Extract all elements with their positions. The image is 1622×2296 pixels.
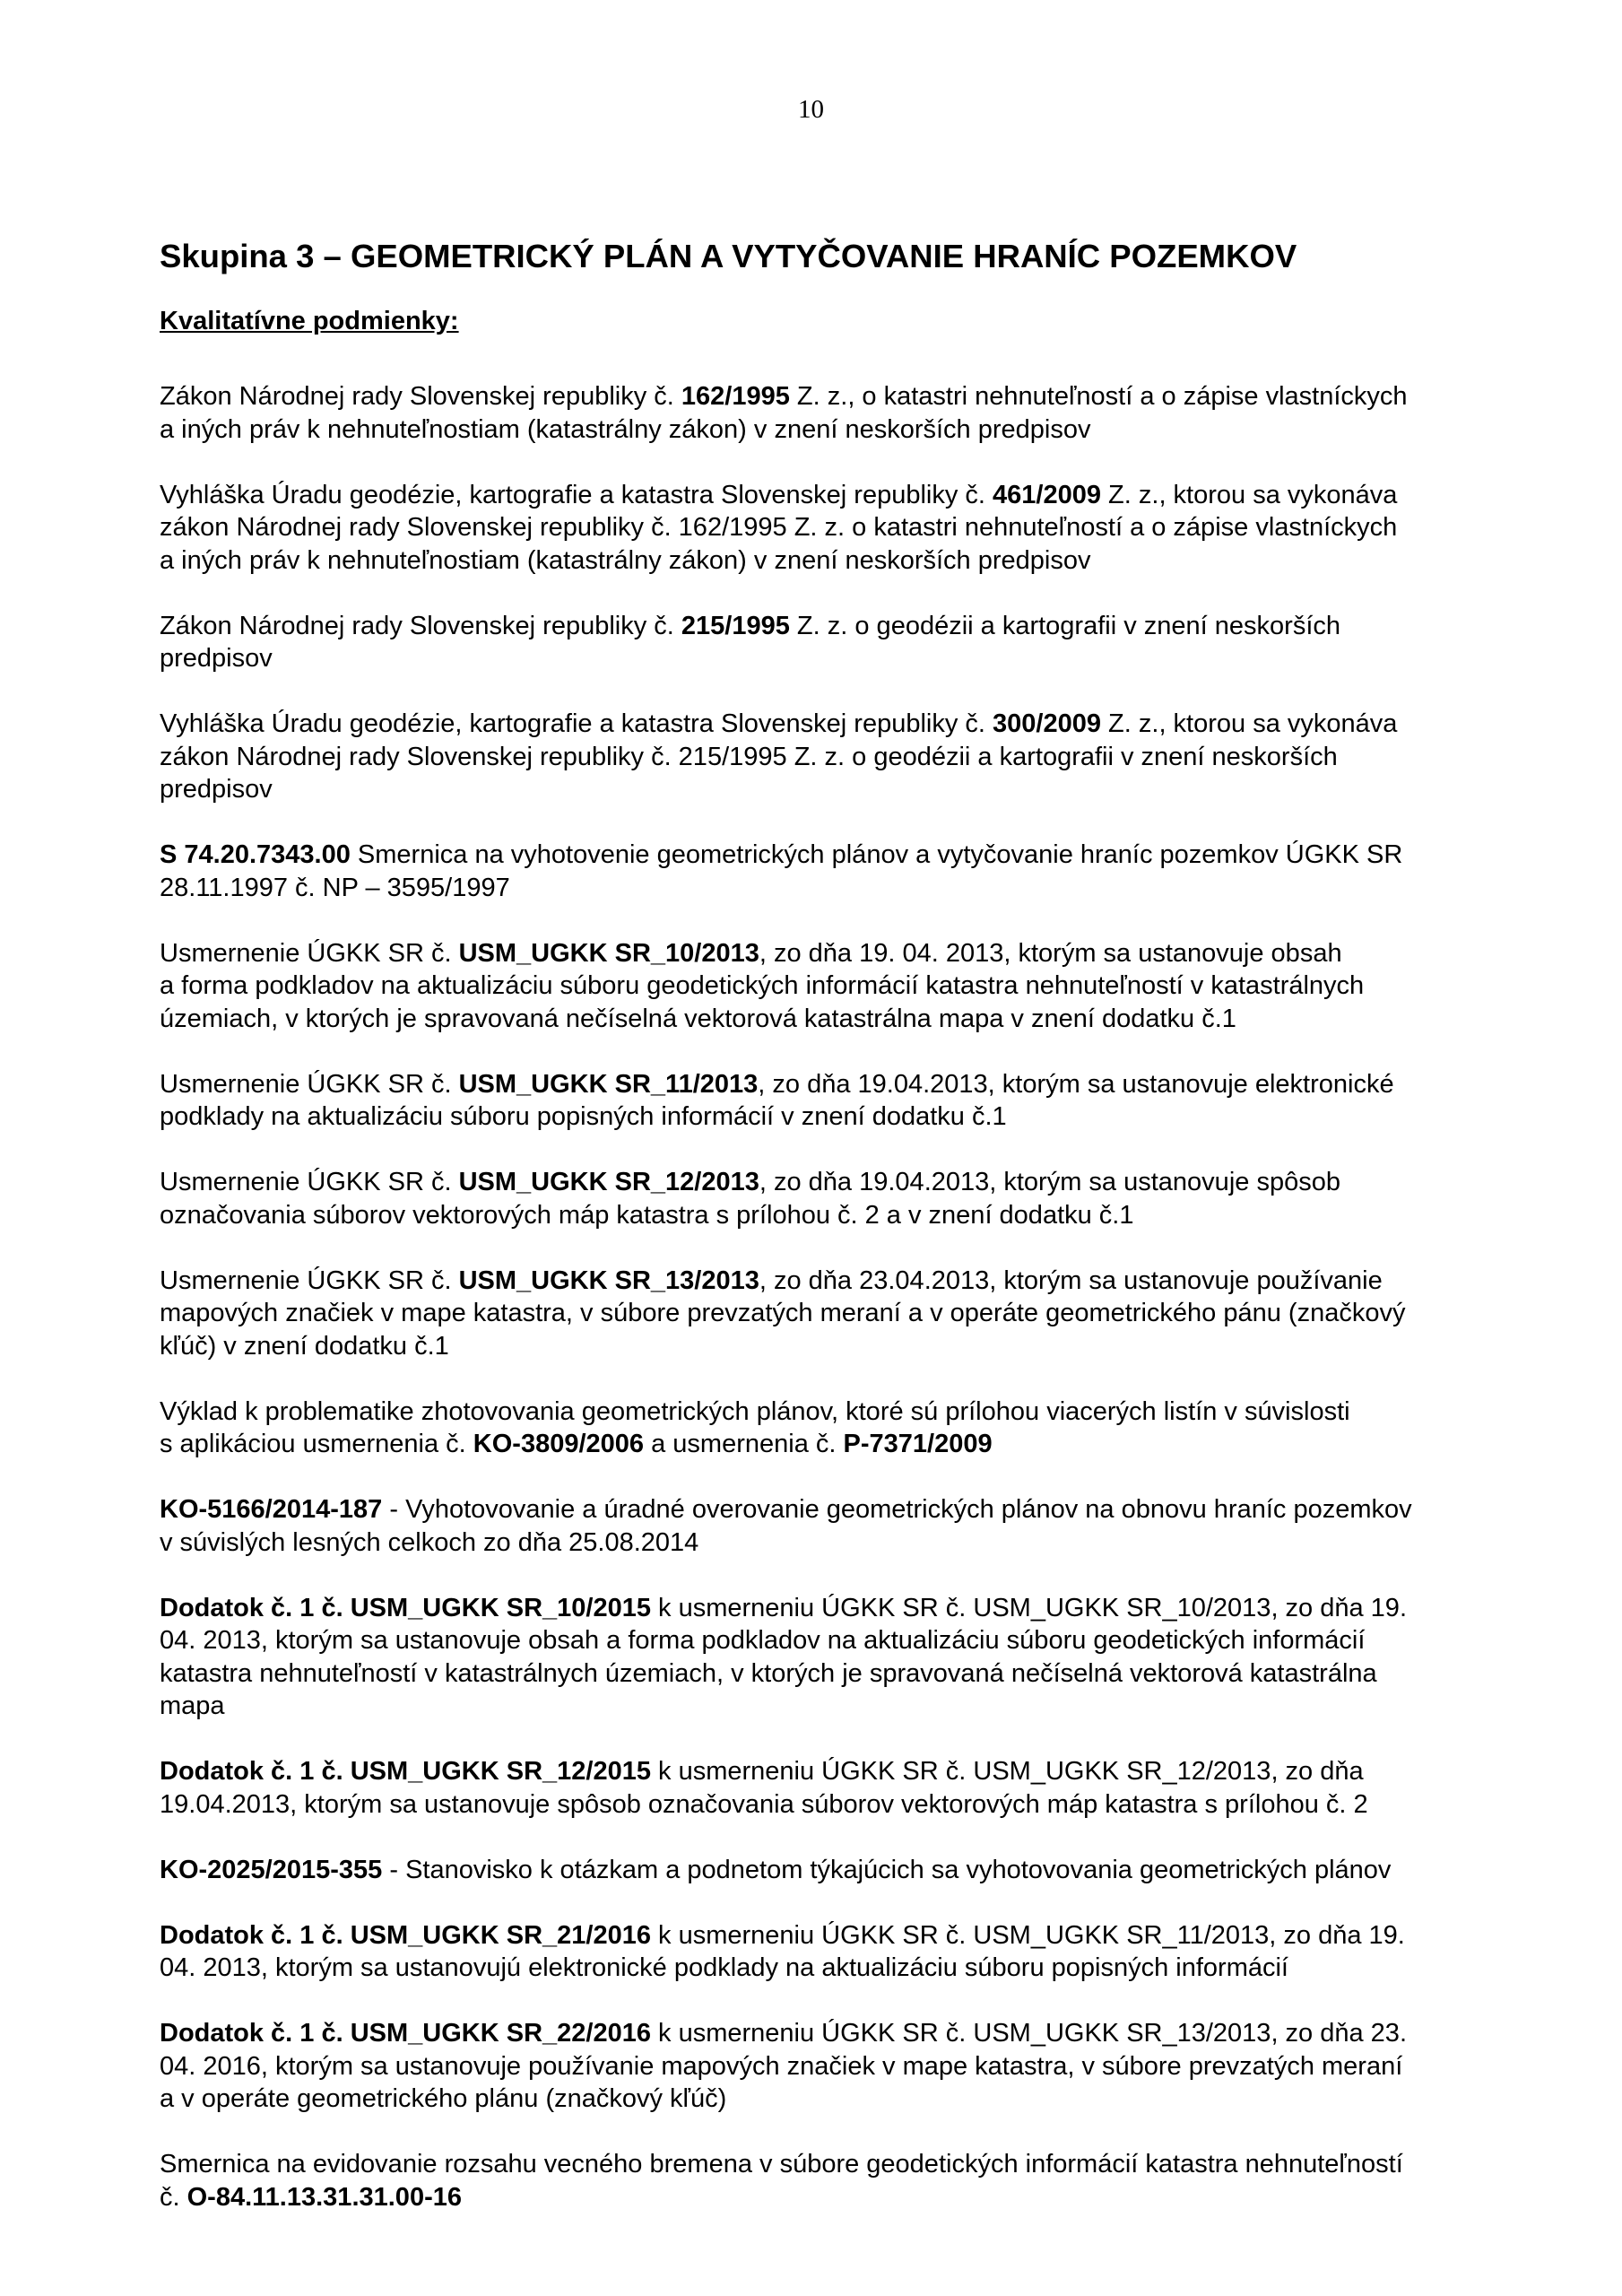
paragraph-line (160, 1428, 1478, 1461)
regulation-paragraph (160, 937, 1478, 1036)
text-run: Smernica na vyhotovenie geometrických plánov a vytyčovanie hraníc pozemkov ÚGKK SR (350, 840, 1403, 870)
reference-number: 461/2009 (993, 480, 1101, 509)
reference-number: O-84.11.13.31.31.00-16 (186, 2182, 462, 2212)
text-run: mapových značiek v mape katastra, v súbore prevzatých meraní a v operáte geometrického pánu (značkový (160, 1299, 1406, 1328)
text-run: , zo dňa 23.04.2013, ktorým sa ustanovuje používanie (759, 1265, 1383, 1295)
reference-number: KO-5166/2014-187 (160, 1495, 383, 1525)
text-run: a v operáte geometrického plánu (značkový kľúč) (160, 2084, 727, 2114)
text-run: k usmerneniu ÚGKK SR č. USM_UGKK SR_13/2013, zo dňa 23. (650, 2019, 1407, 2048)
text-run: a forma podkladov na aktualizáciu súboru geodetických informácií katastra nehnuteľností v katastrálnych (160, 971, 1365, 1001)
text-run: katastra nehnuteľností v katastrálnych územiach, v ktorých je spravovaná nečíselná vektorová katastrálna (160, 1658, 1377, 1688)
page-number: 10 (798, 95, 824, 124)
regulation-paragraph (160, 1493, 1478, 1559)
text-run: , zo dňa 19. 04. 2013, ktorým sa ustanovuje obsah (759, 938, 1342, 968)
regulation-paragraph (160, 610, 1478, 675)
text-run: označovania súborov vektorových máp katastra s prílohou č. 2 a v znení dodatku č.1 (160, 1200, 1134, 1230)
section-subtitle: Kvalitatívne podmienky: (160, 306, 459, 335)
regulation-paragraph (160, 1755, 1478, 1821)
regulation-paragraph (160, 1396, 1478, 1461)
reference-number: P-7371/2009 (843, 1430, 993, 1459)
paragraph-line (160, 2050, 1478, 2083)
text-run: a iných práv k nehnuteľnostiam (katastrálny zákon) v znení neskorších predpisov (160, 414, 1091, 444)
regulation-paragraph (160, 1854, 1478, 1887)
paragraph-line (160, 741, 1478, 774)
reference-number: S 74.20.7343.00 (160, 840, 351, 870)
reference-number: Dodatok č. 1 č. USM_UGKK SR_10/2015 (160, 1593, 651, 1622)
paragraph-line (160, 544, 1478, 578)
text-run: Usmernenie ÚGKK SR č. (160, 938, 459, 968)
text-run: Z. z., o katastri nehnuteľností a o zápise vlastníckych (789, 382, 1408, 412)
reference-number: Dodatok č. 1 č. USM_UGKK SR_22/2016 (160, 2019, 651, 2048)
regulation-paragraph (160, 839, 1478, 904)
paragraph-line (160, 1755, 1478, 1788)
paragraph-line (160, 1199, 1478, 1232)
text-run: Z. z., ktorou sa vykonáva (1101, 709, 1398, 739)
text-run: Z. z. o geodézii a kartografii v znení neskorších (789, 611, 1341, 640)
paragraph-line (160, 1003, 1478, 1036)
paragraph-line (160, 1788, 1478, 1822)
section-title: Skupina 3 – GEOMETRICKÝ PLÁN A VYTYČOVANIE HRANÍC POZEMKOV (160, 238, 1297, 274)
paragraph-line (160, 511, 1478, 544)
reference-number: 300/2009 (993, 709, 1101, 739)
text-run: , zo dňa 19.04.2013, ktorým sa ustanovuje elektronické (758, 1069, 1394, 1099)
text-run: k usmerneniu ÚGKK SR č. USM_UGKK SR_12/2013, zo dňa (650, 1757, 1364, 1787)
document-body (160, 237, 1478, 2247)
regulation-paragraph (160, 2017, 1478, 2116)
text-run: Vyhláška Úradu geodézie, kartografie a katastra Slovenskej republiky č. (160, 709, 993, 739)
text-run: v súvislých lesných celkoch zo dňa 25.08.2014 (160, 1527, 699, 1557)
text-run: - Stanovisko k otázkam a podnetom týkajúcich sa vyhotovovania geometrických plánov (382, 1855, 1392, 1884)
regulation-paragraph (160, 1919, 1478, 1985)
paragraph-line (160, 937, 1478, 970)
paragraph-line (160, 970, 1478, 1003)
paragraph-line (160, 1690, 1478, 1723)
text-run: č. (160, 2182, 187, 2212)
text-run: predpisov (160, 644, 273, 674)
paragraph-line (160, 1330, 1478, 1363)
text-run: a iných práv k nehnuteľnostiam (katastrálny zákon) v znení neskorších predpisov (160, 545, 1091, 575)
paragraph-line (160, 1657, 1478, 1691)
text-run: Výklad k problematike zhotovovania geometrických plánov, ktoré sú prílohou viacerých listín v súvislosti (160, 1396, 1350, 1426)
paragraph-line (160, 413, 1478, 447)
reference-number: USM_UGKK SR_12/2013 (458, 1168, 759, 1197)
paragraph-line (160, 2148, 1478, 2181)
text-run: mapa (160, 1692, 225, 1721)
text-run: kľúč) v znení dodatku č.1 (160, 1331, 449, 1361)
reference-number: USM_UGKK SR_10/2013 (458, 938, 759, 968)
text-run: zákon Národnej rady Slovenskej republiky č. 162/1995 Z. z. o katastri nehnuteľností a o zápise vlastníckych (160, 513, 1398, 543)
paragraph-line (160, 380, 1478, 413)
regulation-paragraph (160, 708, 1478, 806)
regulation-paragraph (160, 1166, 1478, 1231)
reference-number: USM_UGKK SR_13/2013 (458, 1265, 759, 1295)
reference-number: USM_UGKK SR_11/2013 (458, 1069, 759, 1099)
paragraph-line (160, 642, 1478, 675)
paragraph-line (160, 1297, 1478, 1330)
text-run: 04. 2013, ktorým sa ustanovujú elektronické podklady na aktualizáciu súboru popisných informácií (160, 1953, 1288, 1983)
paragraph-line (160, 1919, 1478, 1952)
reference-number: 162/1995 (681, 382, 790, 412)
text-run: - Vyhotovovanie a úradné overovanie geometrických plánov na obnovu hraníc pozemkov (382, 1495, 1412, 1525)
text-run: 19.04.2013, ktorým sa ustanovuje spôsob označovania súborov vektorových máp katastra s prílohou č. 2 (160, 1789, 1368, 1819)
text-run: s aplikáciou usmernenia č. (160, 1430, 473, 1459)
paragraph-line (160, 2083, 1478, 2116)
text-run: Zákon Národnej rady Slovenskej republiky č. (160, 382, 681, 412)
paragraph-line (160, 839, 1478, 872)
paragraph-line (160, 2181, 1478, 2214)
text-run: Smernica na evidovanie rozsahu vecného bremena v súbore geodetických informácií katastra nehnuteľností (160, 2150, 1403, 2179)
text-run: Usmernenie ÚGKK SR č. (160, 1069, 459, 1099)
paragraph-line (160, 1100, 1478, 1134)
regulations-list (160, 380, 1478, 2213)
reference-number: KO-2025/2015-355 (160, 1855, 383, 1884)
text-run: Vyhláška Úradu geodézie, kartografie a katastra Slovenskej republiky č. (160, 480, 993, 509)
text-run: Usmernenie ÚGKK SR č. (160, 1265, 459, 1295)
text-run: 28.11.1997 č. NP – 3595/1997 (160, 873, 510, 902)
regulation-paragraph (160, 2148, 1478, 2213)
text-run: predpisov (160, 775, 273, 804)
text-run: k usmerneniu ÚGKK SR č. USM_UGKK SR_11/2013, zo dňa 19. (650, 1920, 1405, 1950)
text-run: 04. 2013, ktorým sa ustanovuje obsah a forma podkladov na aktualizáciu súboru geodetických informácií (160, 1626, 1366, 1656)
reference-number: KO-3809/2006 (473, 1430, 645, 1459)
paragraph-line (160, 1952, 1478, 1985)
paragraph-line (160, 1068, 1478, 1101)
text-run: podklady na aktualizáciu súboru popisných informácií v znení dodatku č.1 (160, 1102, 1007, 1132)
reference-number: Dodatok č. 1 č. USM_UGKK SR_21/2016 (160, 1920, 651, 1950)
paragraph-line (160, 1854, 1478, 1887)
text-run: , zo dňa 19.04.2013, ktorým sa ustanovuje spôsob (759, 1168, 1340, 1197)
paragraph-line (160, 1526, 1478, 1560)
text-run: zákon Národnej rady Slovenskej republiky č. 215/1995 Z. z. o geodézii a kartografii v znení neskorších (160, 742, 1338, 771)
paragraph-line (160, 479, 1478, 512)
regulation-paragraph (160, 1265, 1478, 1363)
text-run: k usmerneniu ÚGKK SR č. USM_UGKK SR_10/2013, zo dňa 19. (650, 1593, 1407, 1622)
paragraph-line (160, 1265, 1478, 1298)
regulation-paragraph (160, 479, 1478, 578)
text-run: Usmernenie ÚGKK SR č. (160, 1168, 459, 1197)
paragraph-line (160, 1493, 1478, 1526)
paragraph-line (160, 1166, 1478, 1199)
paragraph-line (160, 872, 1478, 905)
text-run: 04. 2016, ktorým sa ustanovuje používanie mapových značiek v mape katastra, v súbore prevzatých meraní (160, 2051, 1403, 2081)
text-run: územiach, v ktorých je spravovaná nečíselná vektorová katastrálna mapa v znení dodatku č.1 (160, 1004, 1236, 1033)
paragraph-line (160, 1624, 1478, 1657)
text-run: Zákon Národnej rady Slovenskej republiky č. (160, 611, 681, 640)
regulation-paragraph (160, 1592, 1478, 1723)
text-run: Z. z., ktorou sa vykonáva (1101, 480, 1398, 509)
paragraph-line (160, 708, 1478, 741)
paragraph-line (160, 2017, 1478, 2050)
paragraph-line (160, 1396, 1478, 1429)
reference-number: 215/1995 (681, 611, 790, 640)
regulation-paragraph (160, 1068, 1478, 1134)
paragraph-line (160, 610, 1478, 643)
paragraph-line (160, 1592, 1478, 1625)
reference-number: Dodatok č. 1 č. USM_UGKK SR_12/2015 (160, 1757, 651, 1787)
paragraph-line (160, 773, 1478, 806)
text-run: a usmernenia č. (644, 1430, 844, 1459)
regulation-paragraph (160, 380, 1478, 446)
